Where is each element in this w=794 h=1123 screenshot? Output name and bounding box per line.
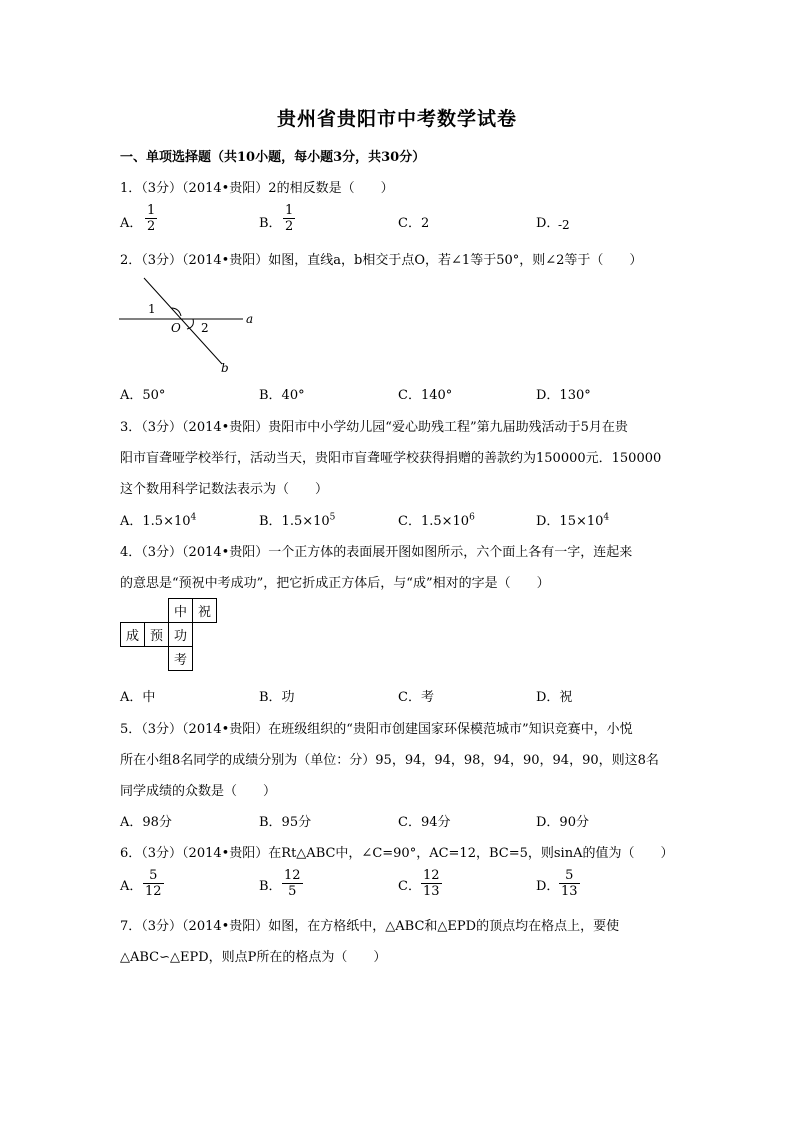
question-5-line-3: 同学成绩的众数是（ ）	[120, 784, 277, 799]
cube-net-figure	[120, 598, 217, 671]
q3-option-a	[120, 510, 196, 529]
angle-1-label: 1	[148, 302, 156, 316]
q3-option-b	[259, 510, 335, 529]
question-1-stem: 1．（3分）（2014•贵阳）2的相反数是（ ）	[120, 181, 394, 196]
q2-option-d: D．130°	[536, 388, 591, 403]
q4-option-d: D．祝	[536, 690, 573, 705]
fraction-numerator: 1	[147, 203, 156, 218]
net-face-kao: 考	[169, 647, 193, 671]
question-3-line-1: 3．（3分）（2014•贵阳）贵阳市中小学幼儿园“爱心助残工程”第九届助残活动于5月在贵	[120, 420, 628, 435]
net-face-gong: 功	[169, 623, 193, 647]
net-face-zhu: 祝	[193, 599, 217, 623]
line-b-label: b	[221, 361, 229, 375]
option-exponent: 5	[329, 512, 336, 523]
question-5-line-1: 5．（3分）（2014•贵阳）在班级组织的“贵阳市创建国家环保模范城市”知识竞赛中，小悦	[120, 722, 633, 737]
q6-option-a-fraction	[143, 868, 164, 899]
q5-option-d: D．90分	[536, 815, 589, 830]
question-7-line-2: △ABC∽△EPD，则点P所在的格点为（ ）	[120, 950, 387, 965]
question-5-line-2: 所在小组8名同学的成绩分别为（单位：分）95，94，94，98，94，90，94，90，则这8名	[120, 753, 659, 768]
q5-option-a: A．98分	[120, 815, 172, 830]
question-3-line-2: 阳市盲聋哑学校举行，活动当天，贵阳市盲聋哑学校获得捐赠的善款约为150000元．150000	[120, 451, 662, 466]
angle-2-arc	[187, 319, 193, 329]
q1-option-b-fraction	[283, 203, 295, 234]
net-empty-cell	[145, 599, 169, 623]
option-text: B．1.5×10	[259, 514, 330, 529]
q1-option-d-label: D．	[536, 216, 560, 231]
net-face-cheng: 成	[121, 623, 145, 647]
section-heading: 一、单项选择题（共10小题，每小题3分，共30分）	[120, 150, 426, 165]
net-face-yu: 预	[145, 623, 169, 647]
q4-option-c: C．考	[398, 690, 434, 705]
option-text: A．1.5×10	[120, 514, 191, 529]
q6-option-d-label: D．	[536, 879, 560, 894]
q3-option-d	[536, 510, 609, 529]
q5-option-c: C．94分	[398, 815, 451, 830]
question-6-stem: 6．（3分）（2014•贵阳）在Rt△ABC中，∠C=90°，AC=12，BC=5，则sinA的值为（ ）	[120, 846, 674, 861]
q2-option-a: A．50°	[120, 388, 166, 403]
question-4-line-2: 的意思是“预祝中考成功”，把它折成正方体后，与“成”相对的字是（ ）	[120, 576, 550, 591]
line-b	[144, 278, 222, 364]
q1-option-c: C．2	[398, 216, 430, 231]
q6-option-c-fraction	[421, 868, 442, 899]
fraction-denominator: 2	[147, 219, 156, 234]
fraction-numerator: 5	[565, 868, 574, 883]
q6-option-c-label: C．	[398, 879, 421, 894]
question-4-line-1: 4．（3分）（2014•贵阳）一个正方体的表面展开图如图所示，六个面上各有一字，连起来	[120, 545, 633, 560]
fraction-numerator: 12	[423, 868, 440, 883]
q3-option-c	[398, 510, 475, 529]
q4-option-b: B．功	[259, 690, 295, 705]
net-empty-cell	[193, 647, 217, 671]
q5-option-b: B．95分	[259, 815, 312, 830]
q1-option-a-fraction	[145, 203, 157, 234]
q2-option-b: B．40°	[259, 388, 305, 403]
q1-option-b-label: B．	[259, 216, 282, 231]
option-text: C．1.5×10	[398, 514, 470, 529]
line-a-label: a	[246, 312, 254, 326]
net-empty-cell	[193, 623, 217, 647]
q4-option-a: A．中	[120, 690, 156, 705]
q6-option-b-fraction	[282, 868, 303, 899]
angle-2-label: 2	[201, 321, 209, 335]
question-2-stem: 2．（3分）（2014•贵阳）如图，直线a，b相交于点O，若∠1等于50°，则∠2等于（ ）	[120, 253, 643, 268]
fraction-numerator: 12	[284, 868, 301, 883]
net-face-zhong: 中	[169, 599, 193, 623]
intersecting-lines-figure	[115, 272, 265, 377]
q6-option-a-label: A．	[120, 879, 143, 894]
question-7-line-1: 7．（3分）（2014•贵阳）如图，在方格纸中，△ABC和△EPD的顶点均在格点上，要使	[120, 919, 620, 934]
fraction-denominator: 2	[285, 219, 294, 234]
net-empty-cell	[121, 647, 145, 671]
fraction-numerator: 1	[285, 203, 294, 218]
q6-option-b-label: B．	[259, 879, 282, 894]
option-exponent: 4	[603, 512, 610, 523]
net-empty-cell	[145, 647, 169, 671]
fraction-denominator: 13	[423, 884, 440, 899]
fraction-denominator: 13	[561, 884, 578, 899]
q6-option-d-fraction	[559, 868, 580, 899]
fraction-denominator: 5	[288, 884, 297, 899]
q2-option-c: C．140°	[398, 388, 453, 403]
option-exponent: 6	[469, 512, 475, 523]
net-empty-cell	[121, 599, 145, 623]
point-o-label: O	[171, 321, 181, 335]
option-exponent: 4	[190, 512, 197, 523]
fraction-numerator: 5	[149, 868, 158, 883]
option-text: D．15×10	[536, 514, 604, 529]
q1-option-a-label: A．	[120, 216, 143, 231]
fraction-denominator: 12	[145, 884, 162, 899]
page-title: 贵州省贵阳市中考数学试卷	[276, 108, 517, 130]
q1-option-d-value: -2	[558, 218, 570, 232]
question-3-line-3: 这个数用科学记数法表示为（ ）	[120, 482, 329, 497]
